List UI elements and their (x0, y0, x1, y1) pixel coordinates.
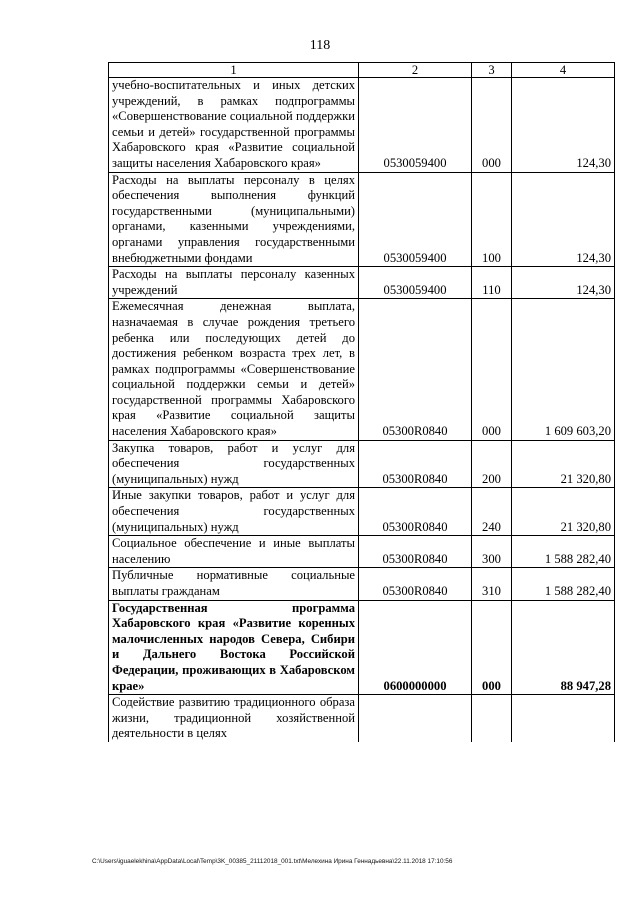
column-header-code: 2 (359, 63, 472, 78)
table-row (109, 440, 615, 488)
row-sum-cell: 124,30 (512, 78, 615, 173)
row-name-cell: Публичные нормативные социальные выплаты гражданам (109, 568, 359, 600)
table-row (109, 78, 615, 173)
row-code-cell: 0530059400 (359, 78, 472, 173)
row-code-cell: 05300R0840 (359, 488, 472, 536)
budget-table (108, 62, 615, 742)
table-row (109, 267, 615, 299)
row-name-cell: учебно-воспитательных и иных детских учреждений, в рамках подпрограммы «Совершенствование социальной поддержки семьи и детей» государственной программы Хабаровского края «Развитие социальной защиты населения Хабаровского края» (109, 78, 359, 173)
table-row (109, 488, 615, 536)
row-name-cell: Закупка товаров, работ и услуг для обеспечения государственных (муниципальных) нужд (109, 440, 359, 488)
row-type-cell: 000 (472, 78, 512, 173)
row-code-cell: 0530059400 (359, 267, 472, 299)
column-header-name: 1 (109, 63, 359, 78)
row-code-cell: 05300R0840 (359, 536, 472, 568)
table-row (109, 299, 615, 440)
row-name-cell: Расходы на выплаты персоналу казенных учреждений (109, 267, 359, 299)
row-name-cell: Государственная программа Хабаровского края «Развитие коренных малочисленных народов Севера, Сибири и Дальнего Востока Российской Федерации, проживающих в Хабаровском крае» (109, 600, 359, 695)
table-header-row (109, 63, 615, 78)
row-type-cell: 110 (472, 267, 512, 299)
row-sum-cell: 124,30 (512, 172, 615, 267)
page-number: 118 (309, 38, 331, 53)
row-sum-cell (512, 695, 615, 742)
row-type-cell: 000 (472, 299, 512, 440)
row-type-cell: 200 (472, 440, 512, 488)
row-sum-cell: 21 320,80 (512, 488, 615, 536)
column-header-type: 3 (472, 63, 512, 78)
table-row (109, 568, 615, 600)
row-type-cell: 310 (472, 568, 512, 600)
file-path-footer: C:\Users\iguaelekhina\AppData\Local\Temp\3K_00385_21112018_001.txt\Мелехина Ирина Геннадьевна\22.11.2018 17:10:56 (92, 858, 453, 865)
table-row (109, 600, 615, 695)
table-body (109, 63, 615, 742)
row-sum-cell: 124,30 (512, 267, 615, 299)
row-name-cell: Иные закупки товаров, работ и услуг для обеспечения государственных (муниципальных) нужд (109, 488, 359, 536)
row-code-cell: 0600000000 (359, 600, 472, 695)
column-header-sum: 4 (512, 63, 615, 78)
row-sum-cell: 88 947,28 (512, 600, 615, 695)
row-code-cell: 05300R0840 (359, 299, 472, 440)
row-code-cell (359, 695, 472, 742)
row-type-cell: 100 (472, 172, 512, 267)
row-name-cell: Содействие развитию традиционного образа жизни, традиционной хозяйственной деятельности в целях (109, 695, 359, 742)
row-type-cell: 000 (472, 600, 512, 695)
row-name-cell: Расходы на выплаты персоналу в целях обеспечения выполнения функций государственными (муниципальными) органами, казенными учреждениями, органами управления государственными внебюджетными фондами (109, 172, 359, 267)
row-sum-cell: 21 320,80 (512, 440, 615, 488)
row-name-cell: Ежемесячная денежная выплата, назначаемая в случае рождения третьего ребенка или последующих детей до достижения ребенком возраста трех лет, в рамках подпрограммы «Совершенствование социальной поддержки семьи и детей» государственной программы Хабаровского края «Развитие социальной защиты населения Хабаровского края» (109, 299, 359, 440)
row-code-cell: 05300R0840 (359, 440, 472, 488)
row-name-cell: Социальное обеспечение и иные выплаты населению (109, 536, 359, 568)
row-code-cell: 05300R0840 (359, 568, 472, 600)
table-row (109, 172, 615, 267)
row-type-cell (472, 695, 512, 742)
row-type-cell: 240 (472, 488, 512, 536)
table-row (109, 536, 615, 568)
row-sum-cell: 1 609 603,20 (512, 299, 615, 440)
row-sum-cell: 1 588 282,40 (512, 536, 615, 568)
row-sum-cell: 1 588 282,40 (512, 568, 615, 600)
row-code-cell: 0530059400 (359, 172, 472, 267)
row-type-cell: 300 (472, 536, 512, 568)
table-row-continued (109, 695, 615, 742)
